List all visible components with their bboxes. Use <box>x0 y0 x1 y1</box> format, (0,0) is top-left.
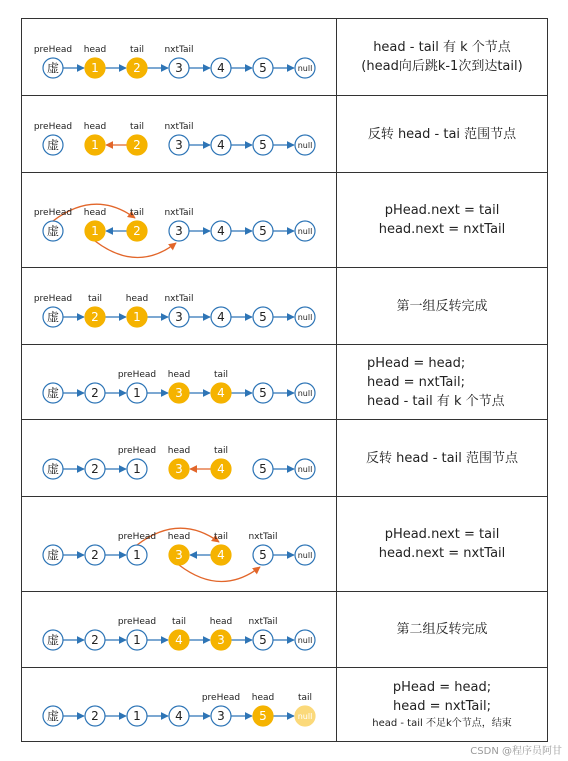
node-value: 1 <box>133 462 141 476</box>
pointer-label-tail: tail <box>297 693 313 703</box>
description-line: (head向后跳k-1次到达tail) <box>361 59 523 74</box>
node-value: 3 <box>175 386 183 400</box>
pointer-label-prehead: preHead <box>201 693 241 703</box>
dummy-node <box>43 630 63 650</box>
null-node <box>295 630 315 650</box>
node-value: 4 <box>217 310 225 324</box>
diagram-row <box>21 344 548 419</box>
node-value: 4 <box>217 61 225 75</box>
node-value: 虚 <box>46 462 60 476</box>
node-value: 4 <box>217 138 225 152</box>
list-node <box>169 545 189 565</box>
list-node <box>85 630 105 650</box>
list-node <box>253 307 273 327</box>
node-value: 4 <box>217 548 225 562</box>
null-node <box>295 706 315 726</box>
list-node <box>127 221 147 241</box>
node-value: null <box>297 141 313 150</box>
node-value: 1 <box>133 310 141 324</box>
node-value: 2 <box>91 386 99 400</box>
node-value: 3 <box>175 61 183 75</box>
node-value: 2 <box>133 224 141 238</box>
node-value: null <box>297 551 313 560</box>
list-node <box>211 135 231 155</box>
pointer-label-head: head <box>83 45 107 55</box>
list-node <box>211 545 231 565</box>
node-value: 5 <box>259 633 267 647</box>
node-value: 1 <box>91 138 99 152</box>
linked-list-diagram <box>22 420 336 497</box>
list-node <box>253 383 273 403</box>
list-node <box>211 706 231 726</box>
list-node <box>253 545 273 565</box>
pointer-label-tail: tail <box>213 532 229 542</box>
node-value: null <box>297 64 313 73</box>
dummy-node <box>43 221 63 241</box>
list-node <box>85 383 105 403</box>
step-description <box>336 592 547 667</box>
node-value: 虚 <box>46 386 60 400</box>
linked-list-diagram <box>22 96 336 173</box>
list-node <box>253 135 273 155</box>
node-value: 5 <box>259 138 267 152</box>
watermark: CSDN @程序员阿甘 <box>470 746 562 757</box>
pointer-label-head: head <box>83 208 107 218</box>
node-value: null <box>297 712 313 721</box>
node-value: 5 <box>259 386 267 400</box>
list-node <box>127 307 147 327</box>
dummy-node <box>43 706 63 726</box>
pointer-label-nxttail: nxtTail <box>164 45 194 55</box>
node-value: 4 <box>217 462 225 476</box>
node-value: 3 <box>175 310 183 324</box>
list-node <box>169 221 189 241</box>
node-value: 5 <box>259 61 267 75</box>
pointer-label-nxttail: nxtTail <box>248 532 278 542</box>
description-line: 反转 head - tai 范围节点 <box>367 126 517 142</box>
list-node <box>127 545 147 565</box>
linked-list-diagram <box>22 268 336 345</box>
pointer-label-tail: tail <box>129 45 145 55</box>
node-value: 3 <box>175 548 183 562</box>
relinked-pointer-arc <box>179 565 260 582</box>
description-line: pHead = head; <box>367 355 466 371</box>
null-node <box>295 307 315 327</box>
list-node <box>211 459 231 479</box>
list-node <box>85 58 105 78</box>
list-node <box>169 307 189 327</box>
node-value: 虚 <box>46 633 60 647</box>
pointer-label-tail: tail <box>213 446 229 456</box>
list-node <box>169 630 189 650</box>
pointer-label-prehead: preHead <box>117 617 157 627</box>
list-node <box>253 221 273 241</box>
step-description <box>336 420 547 496</box>
node-value: 2 <box>133 138 141 152</box>
dummy-node <box>43 383 63 403</box>
linked-list-diagram <box>22 19 336 96</box>
list-node <box>85 221 105 241</box>
pointer-label-nxttail: nxtTail <box>248 617 278 627</box>
pointer-label-tail: tail <box>129 122 145 132</box>
description-line: 第二组反转完成 <box>396 622 488 637</box>
node-value: 2 <box>91 633 99 647</box>
node-value: 虚 <box>46 709 60 723</box>
node-value: 3 <box>175 462 183 476</box>
step-description <box>336 668 547 741</box>
null-node <box>295 58 315 78</box>
pointer-label-nxttail: nxtTail <box>164 208 194 218</box>
node-value: 5 <box>259 462 267 476</box>
list-node <box>127 630 147 650</box>
diagram-table <box>21 18 548 742</box>
node-value: 1 <box>91 224 99 238</box>
node-value: 1 <box>133 709 141 723</box>
pointer-label-prehead: preHead <box>33 208 73 218</box>
node-value: 3 <box>175 138 183 152</box>
step-description <box>336 96 547 172</box>
list-node <box>211 383 231 403</box>
node-value: 4 <box>217 224 225 238</box>
node-value: 虚 <box>46 138 60 152</box>
node-value: 5 <box>259 709 267 723</box>
step-description <box>336 345 547 419</box>
list-node <box>127 58 147 78</box>
linked-list-diagram <box>22 345 336 420</box>
null-node <box>295 221 315 241</box>
node-value: 5 <box>259 224 267 238</box>
node-value: 虚 <box>46 224 60 238</box>
list-node <box>85 307 105 327</box>
pointer-label-head: head <box>251 693 275 703</box>
node-value: 虚 <box>46 310 60 324</box>
linked-list-diagram <box>22 497 336 592</box>
pointer-label-head: head <box>209 617 233 627</box>
node-value: 3 <box>217 633 225 647</box>
node-value: null <box>297 465 313 474</box>
list-node <box>169 706 189 726</box>
list-node <box>127 135 147 155</box>
node-value: 2 <box>91 462 99 476</box>
list-node <box>253 58 273 78</box>
list-node <box>169 459 189 479</box>
description-line: head.next = nxtTail <box>378 546 506 561</box>
list-node <box>253 706 273 726</box>
node-value: 虚 <box>46 548 60 562</box>
pointer-label-nxttail: nxtTail <box>164 122 194 132</box>
step-description <box>336 497 547 591</box>
description-line: head - tail 有 k 个节点 <box>367 393 505 409</box>
description-line: head.next = nxtTail <box>378 222 506 237</box>
diagram-row <box>21 667 548 742</box>
node-value: 1 <box>133 548 141 562</box>
pointer-label-tail: tail <box>129 208 145 218</box>
diagram-row <box>21 591 548 667</box>
description-line: pHead.next = tail <box>384 203 500 218</box>
description-line: pHead.next = tail <box>384 527 500 542</box>
description-line: 反转 head - tail 范围节点 <box>366 450 518 466</box>
list-node <box>169 383 189 403</box>
description-line: 第一组反转完成 <box>396 298 488 314</box>
dummy-node <box>43 135 63 155</box>
diagram-row <box>21 172 548 267</box>
list-node <box>211 221 231 241</box>
node-value: 5 <box>259 310 267 324</box>
node-value: 5 <box>259 548 267 562</box>
node-value: 虚 <box>46 61 60 75</box>
description-line: head = nxtTail; <box>392 698 491 714</box>
dummy-node <box>43 307 63 327</box>
node-value: null <box>297 313 313 322</box>
pointer-label-tail: tail <box>87 294 103 304</box>
dummy-node <box>43 459 63 479</box>
diagram-row <box>21 419 548 496</box>
pointer-label-prehead: preHead <box>117 532 157 542</box>
list-node <box>253 459 273 479</box>
dummy-node <box>43 58 63 78</box>
node-value: 4 <box>175 633 183 647</box>
diagram-row <box>21 18 548 95</box>
diagram-row <box>21 496 548 591</box>
list-node <box>85 706 105 726</box>
pointer-label-prehead: preHead <box>117 446 157 456</box>
list-node <box>169 58 189 78</box>
list-node <box>85 459 105 479</box>
list-node <box>253 630 273 650</box>
node-value: null <box>297 227 313 236</box>
pointer-label-prehead: preHead <box>33 45 73 55</box>
null-node <box>295 383 315 403</box>
list-node <box>85 135 105 155</box>
description-line: pHead = head; <box>392 679 492 695</box>
list-node <box>85 545 105 565</box>
pointer-label-tail: tail <box>171 617 187 627</box>
description-line: head - tail 有 k 个节点 <box>373 40 511 55</box>
node-value: 4 <box>217 386 225 400</box>
null-node <box>295 459 315 479</box>
pointer-label-prehead: preHead <box>117 370 157 380</box>
pointer-label-head: head <box>167 532 191 542</box>
list-node <box>127 459 147 479</box>
null-node <box>295 545 315 565</box>
node-value: 3 <box>175 224 183 238</box>
node-value: 1 <box>133 633 141 647</box>
list-node <box>211 307 231 327</box>
diagram-row <box>21 267 548 344</box>
list-node <box>169 135 189 155</box>
node-value: 2 <box>91 548 99 562</box>
linked-list-diagram <box>22 668 336 743</box>
relinked-pointer-arc <box>95 241 176 258</box>
step-description <box>336 173 547 267</box>
step-description <box>336 19 547 95</box>
step-description <box>336 268 547 344</box>
node-value: null <box>297 636 313 645</box>
node-value: 3 <box>217 709 225 723</box>
node-value: 4 <box>175 709 183 723</box>
pointer-label-head: head <box>167 370 191 380</box>
list-node <box>211 58 231 78</box>
null-node <box>295 135 315 155</box>
description-line: head - tail 不足k个节点，结束 <box>372 717 512 729</box>
pointer-label-prehead: preHead <box>33 294 73 304</box>
node-value: 1 <box>133 386 141 400</box>
dummy-node <box>43 545 63 565</box>
pointer-label-prehead: preHead <box>33 122 73 132</box>
pointer-label-head: head <box>125 294 149 304</box>
linked-list-diagram <box>22 592 336 668</box>
node-value: 1 <box>91 61 99 75</box>
list-node <box>211 630 231 650</box>
node-value: null <box>297 389 313 398</box>
pointer-label-head: head <box>83 122 107 132</box>
description-line: head = nxtTail; <box>367 374 466 390</box>
node-value: 2 <box>133 61 141 75</box>
pointer-label-head: head <box>167 446 191 456</box>
linked-list-diagram <box>22 173 336 268</box>
node-value: 2 <box>91 709 99 723</box>
node-value: 2 <box>91 310 99 324</box>
pointer-label-nxttail: nxtTail <box>164 294 194 304</box>
diagram-row <box>21 95 548 172</box>
pointer-label-tail: tail <box>213 370 229 380</box>
list-node <box>127 706 147 726</box>
list-node <box>127 383 147 403</box>
